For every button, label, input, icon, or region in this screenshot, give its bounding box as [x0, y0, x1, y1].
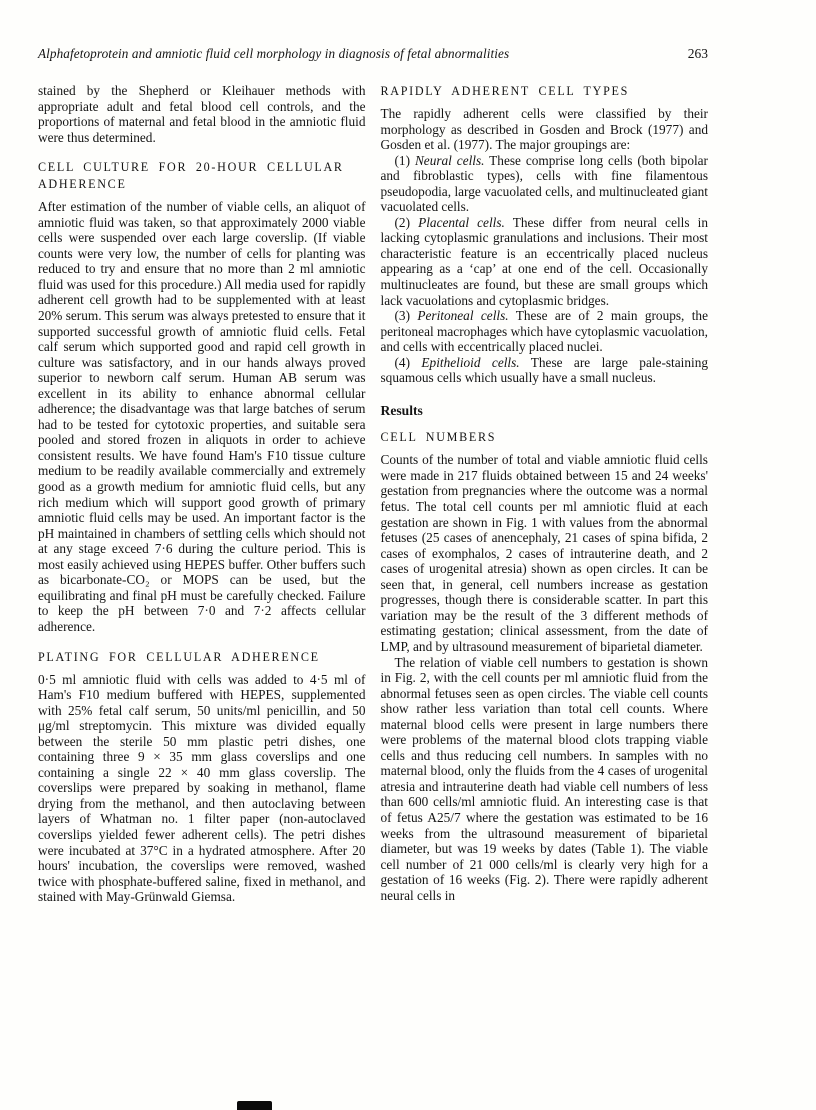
section-heading-cell-types: RAPIDLY ADHERENT CELL TYPES [380, 84, 630, 98]
cell-types-intro-paragraph: The rapidly adherent cells were classified by their morphology as described in Gosden and Brock (1977) and Gosden et al. (1977). The major groupings are: [380, 106, 708, 153]
item-label: Placental cells. [418, 214, 505, 230]
item-text: These are of 2 main groups, the peritoneal macrophages which have cytoplasmic vacuolation, and cells with eccentrically placed nuclei. [380, 308, 708, 355]
item-number: (3) [394, 308, 411, 324]
cell-type-item-peritoneal [381, 308, 709, 355]
cell-type-item-neural [381, 153, 709, 215]
section-heading-plating: PLATING FOR CELLULAR ADHERENCE [38, 649, 320, 664]
item-label: Neural cells. [414, 152, 485, 168]
item-text: These comprise long cells (both bipolar and fibroblastic types), cells with fine filamentous pseudopodia, large vacuolated cells, and multinucleated giant vacuolated cells. [380, 152, 708, 215]
item-label: Epithelioid cells. [421, 354, 520, 370]
item-number: (4) [394, 354, 411, 370]
right-column [381, 83, 709, 905]
item-text: These are large pale-staining squamous cells which usually have a small nucleus. [380, 354, 708, 386]
cell-type-item-epithelioid [381, 355, 709, 386]
page-number: 263 [687, 46, 708, 61]
running-head [38, 46, 708, 62]
results-heading: Results [380, 402, 423, 418]
item-number: (1) [394, 152, 411, 168]
scan-artifact [237, 1101, 272, 1110]
item-text: These differ from neural cells in lacking cytoplasmic granulations and inclusions. Their most characteristic feature is an eccentrically placed nucleus appearing as a ‘cap’ at one end of the cell. Occasionally multinucleates are found, but these are small groups which lack vacuolations and cytoplasmic bridges. [380, 214, 708, 308]
section-heading-cell-culture: CELL CULTURE FOR 20-HOUR CELLULAR ADHERENCE [38, 160, 344, 192]
continuation-paragraph: stained by the Shepherd or Kleihauer methods with appropriate adult and fetal blood cell controls, and the proportions of maternal and fetal blood in the amniotic fluid were thus determined. [38, 83, 366, 145]
section-heading-cell-numbers: CELL NUMBERS [380, 430, 497, 445]
cell-numbers-paragraph-2: The relation of viable cell numbers to gestation is shown in Fig. 2, with the cell counts per ml amniotic fluid from the abnormal fetuses seen as open circles. The viable cell counts show rather less variation than total cell counts. Where maternal blood cells were present in large numbers there were problems of the maternal blood clots trapping viable cells and thus reducing cell numbers. In samples with no maternal blood, only the fluids from the 4 cases of urogenital atresia and intrauterine death had viable cell numbers of less than 600 cells/ml amniotic fluid. An interesting case is that of fetus A25/7 where the gestation was estimated to be 16 weeks from the ultrasound measurement of biparietal diameter, but was 19 weeks by dates (Table 1). The viable cell number of 21 000 cells/ml is clearly very high for a gestation of 16 weeks (Fig. 2). There were rapidly adherent neural cells in [380, 654, 708, 903]
item-label: Peritoneal cells. [417, 308, 509, 324]
cell-numbers-paragraph-1: Counts of the number of total and viable amniotic fluid cells were made in 217 fluids obtained between 15 and 24 weeks' gestation from pregnancies where the outcome was a normal fetus. The total cell counts per ml amniotic fluid at each gestation are shown in Fig. 1 with values from the abnormal fetuses (25 cases of anencephaly, 21 cases of spina bifida, 2 cases of exomphalos, 2 cases of intrauterine death, and 2 cases of urogenital atresia) shown as open circles. It can be seen that, in general, cell numbers increase as gestation progresses, though there is considerable scatter. In part this variation may be the result of the 3 different methods of estimating gestation; clinical assessment, from the date of LMP, and by ultrasound measurement of biparietal diameter. [380, 452, 708, 654]
cell-culture-paragraph: After estimation of the number of viable cells, an aliquot of amniotic fluid was taken, so that approximately 2000 viable cells were suspended over each large coverslip. (If viable counts were very low, the number of cells for planting was reduced to try and ensure that no more than 2 ml amniotic fluid was used for this procedure.) All media used for rapidly adherent cell growth had to be supplemented with at least 20% serum. This serum was always pretested to ensure that it supported successful growth of amniotic fluid cells. Fetal calf serum which supported good and rapid cell growth in culture was satisfactory, and in our hands always proved superior to newborn calf serum. Human AB serum was excellent in its ability to enhance abnormal cellular adherence; the disadvantage was that large batches of serum had to be tested for cytotoxic properties, and suitable sera pooled and stored frozen in aliquots in order to achieve consistent results. We have found Ham's F10 tissue culture medium to be readily available commercially and extremely good as a growth medium for amniotic fluid cells, but any rich medium which will support good growth of primary amniotic fluid cells may be used. An important factor is the pH maintained in chambers of settling cells which should not at any stage exceed 7·6 during the culture period. This is most easily achieved using HEPES buffer. Other buffers such as bicarbonate-CO₂ or MOPS can be used, but the equilibrating and final pH must be carefully checked. Failure to keep the pH between 7·0 and 7·2 affects cellular adherence. [38, 199, 366, 634]
plating-paragraph: 0·5 ml amniotic fluid with cells was added to 4·5 ml of Ham's F10 medium buffered with HEPES, supplemented with 25% fetal calf serum, 50 units/ml penicillin, and 50 μg/ml streptomycin. This mixture was divided equally between the sterile 50 mm plastic petri dishes, one containing three 9 × 35 mm glass coverslips and one containing a single 22 × 40 mm glass coverslip. The coverslips were prepared by soaking in methanol, flame drying from the methanol, and then autoclaving between layers of Whatman no. 1 filter paper (non-autoclaved coverslips yielded fewer adherent cells). The petri dishes were incubated at 37°C in a hydrated atmosphere. After 20 hours' incubation, the coverslips were removed, washed twice with phosphate-buffered saline, fixed in methanol, and stained with May-Grünwald Giemsa. [38, 671, 366, 905]
two-column-body [38, 83, 708, 905]
left-column [38, 83, 366, 905]
item-number: (2) [394, 214, 411, 230]
running-head-title: Alphafetoprotein and amniotic fluid cell morphology in diagnosis of fetal abnormalities [38, 46, 510, 61]
cell-type-item-placental [381, 215, 709, 308]
